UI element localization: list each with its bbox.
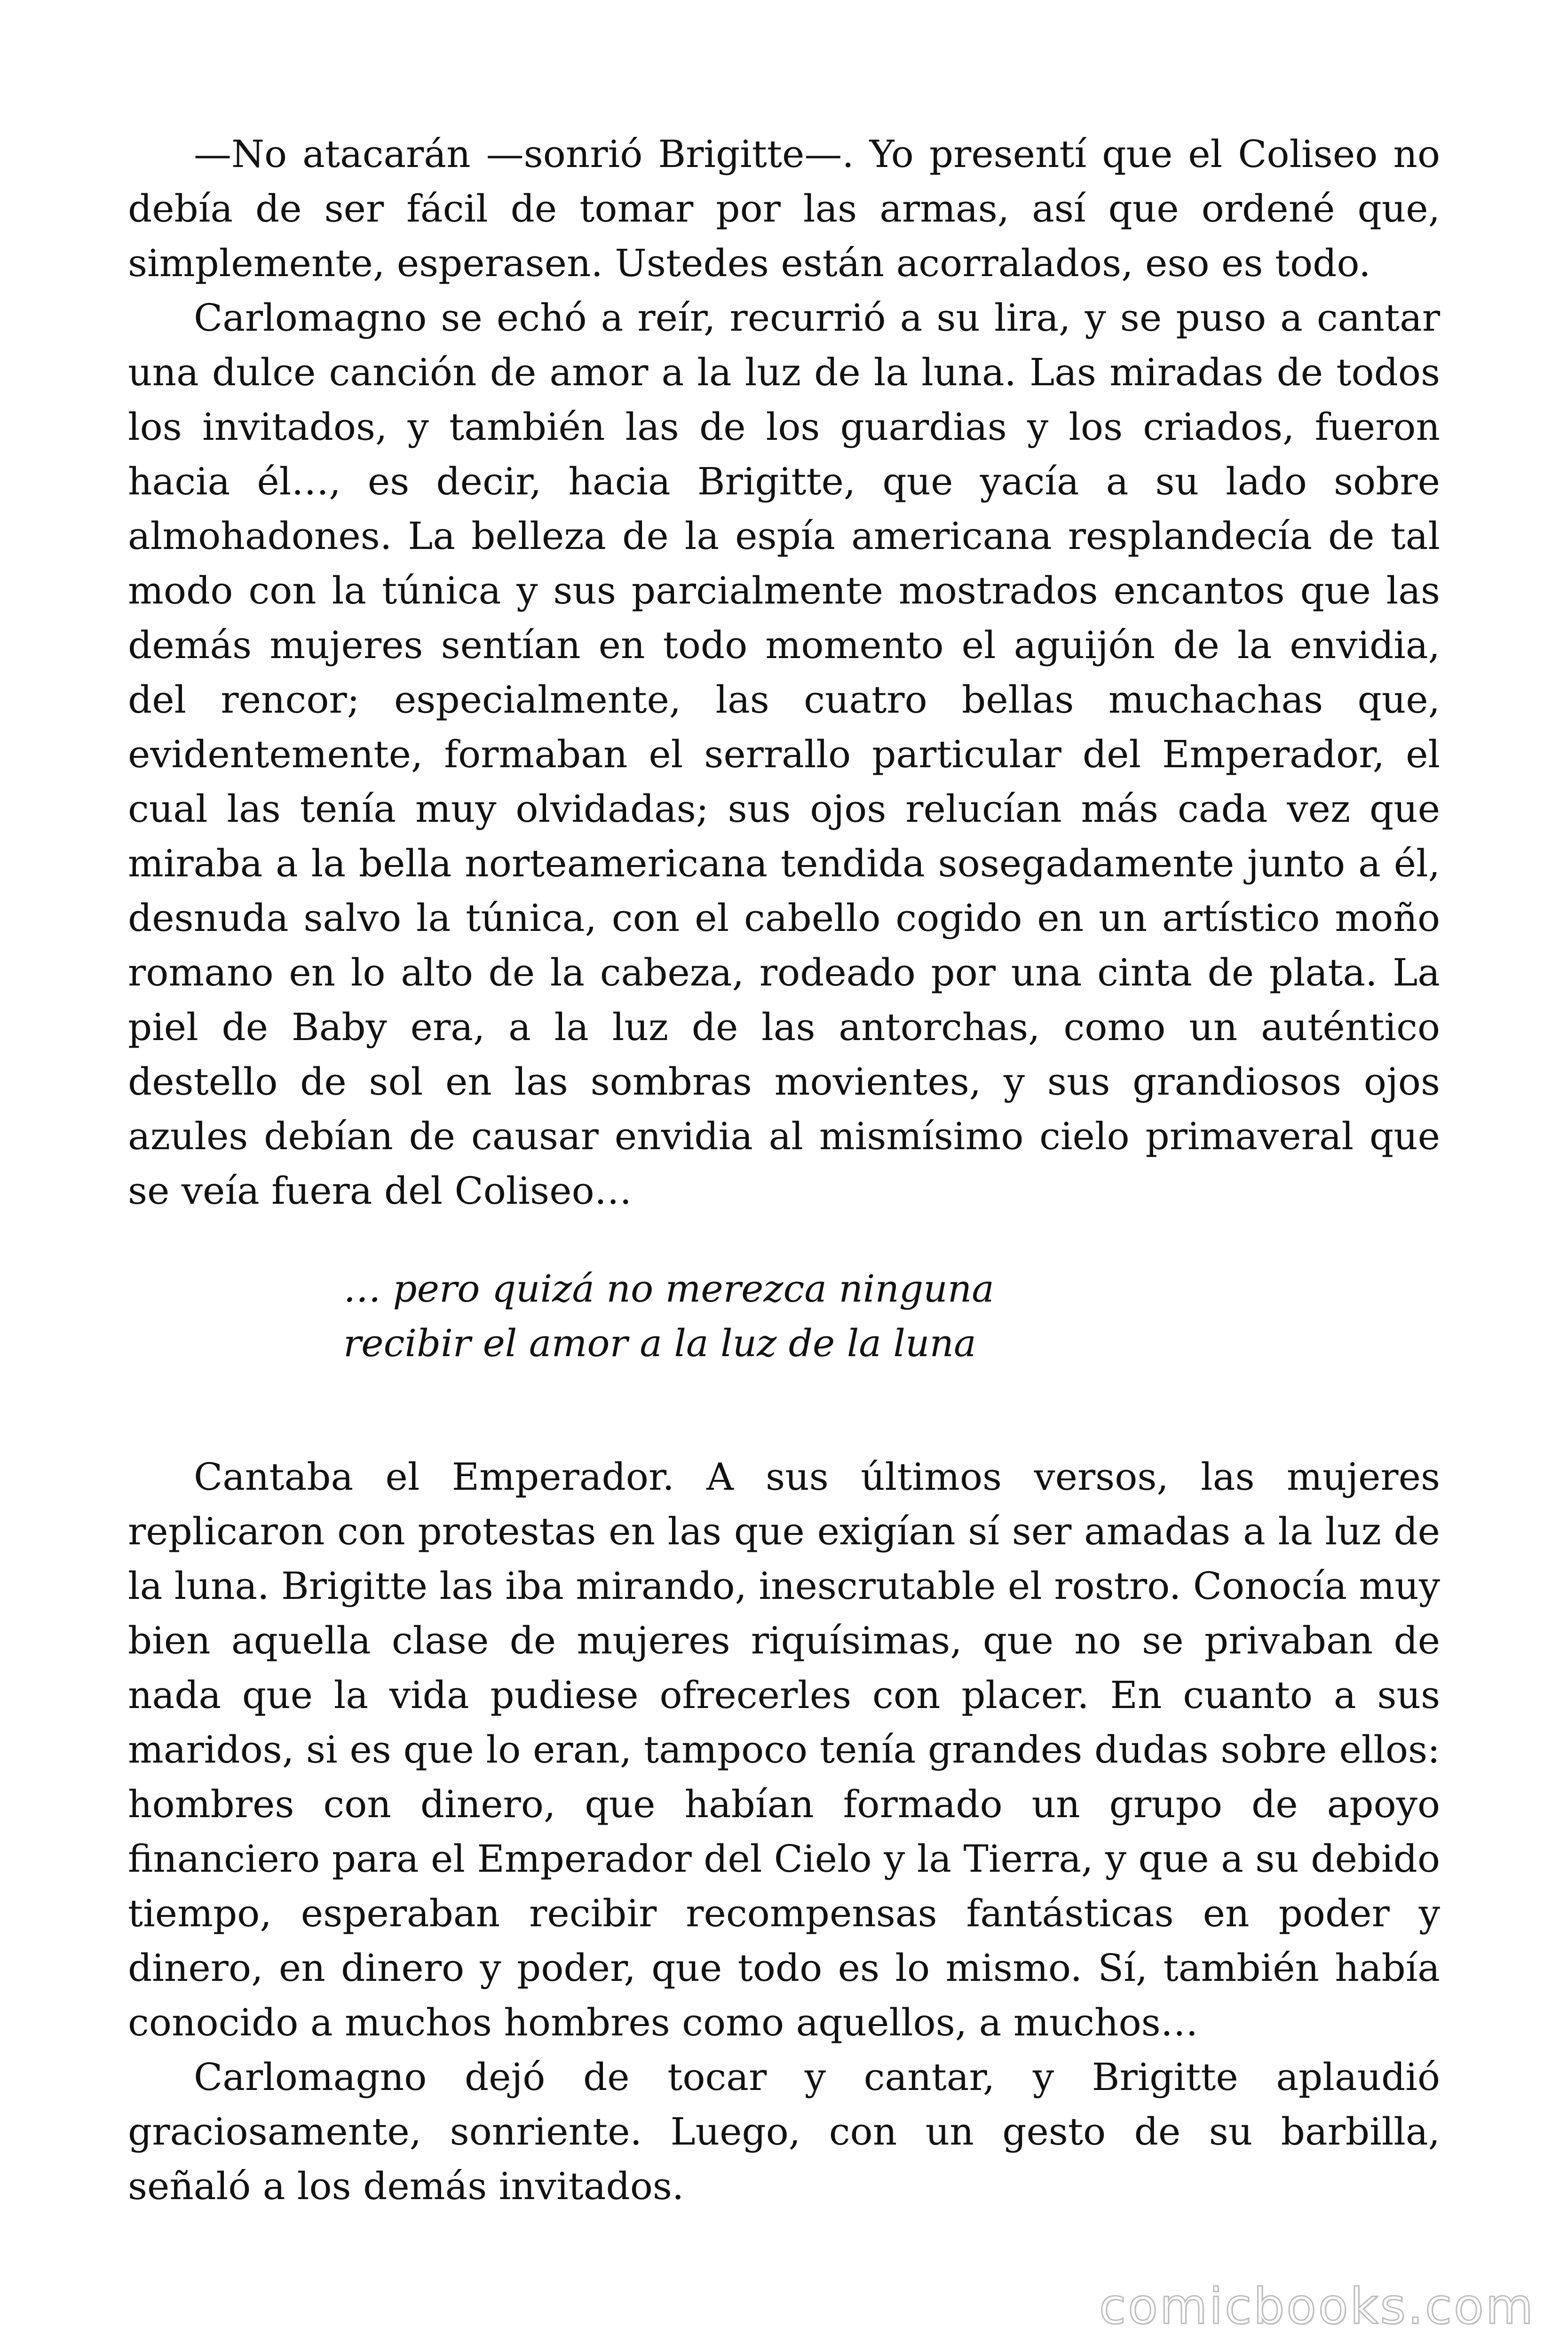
paragraph-1: —No atacarán —sonrió Brigitte—. Yo presentí que el Coliseo no debía de ser fácil de tomar por las armas, así que ordené que, simplemente, esperasen. Ustedes están acorralados, eso es todo. — [128, 132, 1440, 285]
paragraph-2: Carlomagno se echó a reír, recurrió a su lira, y se puso a cantar una dulce canción de amor a la luz de la luna. Las miradas de todos los invitados, y también las de los guardias y los criados, fueron hacia él…, es decir, hacia Brigitte, que yacía a su lado sobre almohadones. La belleza de la espía americana resplandecía de tal modo con la túnica y sus parcialmente mostrados encantos que las demás mujeres sentían en todo momento el aguijón de la envidia, del rencor; especialmente, las cuatro bellas muchachas que, evidentemente, formaban el serrallo particular del Emperador, el cual las tenía muy olvidadas; sus ojos relucían más cada vez que miraba a la bella norteamericana tendida sosegadamente junto a él, desnuda salvo la túnica, con el cabello cogido en un artístico moño romano en lo alto de la cabeza, rodeado por una cinta de plata. La piel de Baby era, a la luz de las antorchas, como un auténtico destello de sol en las sombras movientes, y sus grandiosos ojos azules debían de causar envidia al mismísimo cielo primaveral que se veía fuera del Coliseo… — [128, 296, 1440, 1213]
song-verse — [343, 1262, 994, 1371]
paragraph-4: Carlomagno dejó de tocar y cantar, y Brigitte aplaudió graciosamente, sonriente. Luego, con un gesto de su barbilla, señaló a los demás invitados. — [128, 2055, 1440, 2208]
top-text-block — [128, 127, 1440, 1218]
verse-line-1: … pero quizá no merezca ninguna — [343, 1267, 994, 1311]
paragraph-3: Cantaba el Emperador. A sus últimos versos, las mujeres replicaron con protestas en las que exigían sí ser amadas a la luz de la luna. Brigitte las iba mirando, inescrutable el rostro. Conocía muy bien aquella clase de mujeres riquísimas, que no se privaban de nada que la vida pudiese ofrecerles con placer. En cuanto a sus maridos, si es que lo eran, tampoco tenía grandes dudas sobre ellos: hombres con dinero, que habían formado un grupo de apoyo financiero para el Emperador del Cielo y la Tierra, y que a su debido tiempo, esperaban recibir recompensas fantásticas en poder y dinero, en dinero y poder, que todo es lo mismo. Sí, también había conocido a muchos hombres como aquellos, a muchos… — [128, 1455, 1440, 2044]
bottom-text-block — [128, 1450, 1440, 2214]
verse-line-2: recibir el amor a la luz de la luna — [343, 1321, 976, 1365]
watermark-logo: comicbooks.com — [1099, 2278, 1535, 2335]
